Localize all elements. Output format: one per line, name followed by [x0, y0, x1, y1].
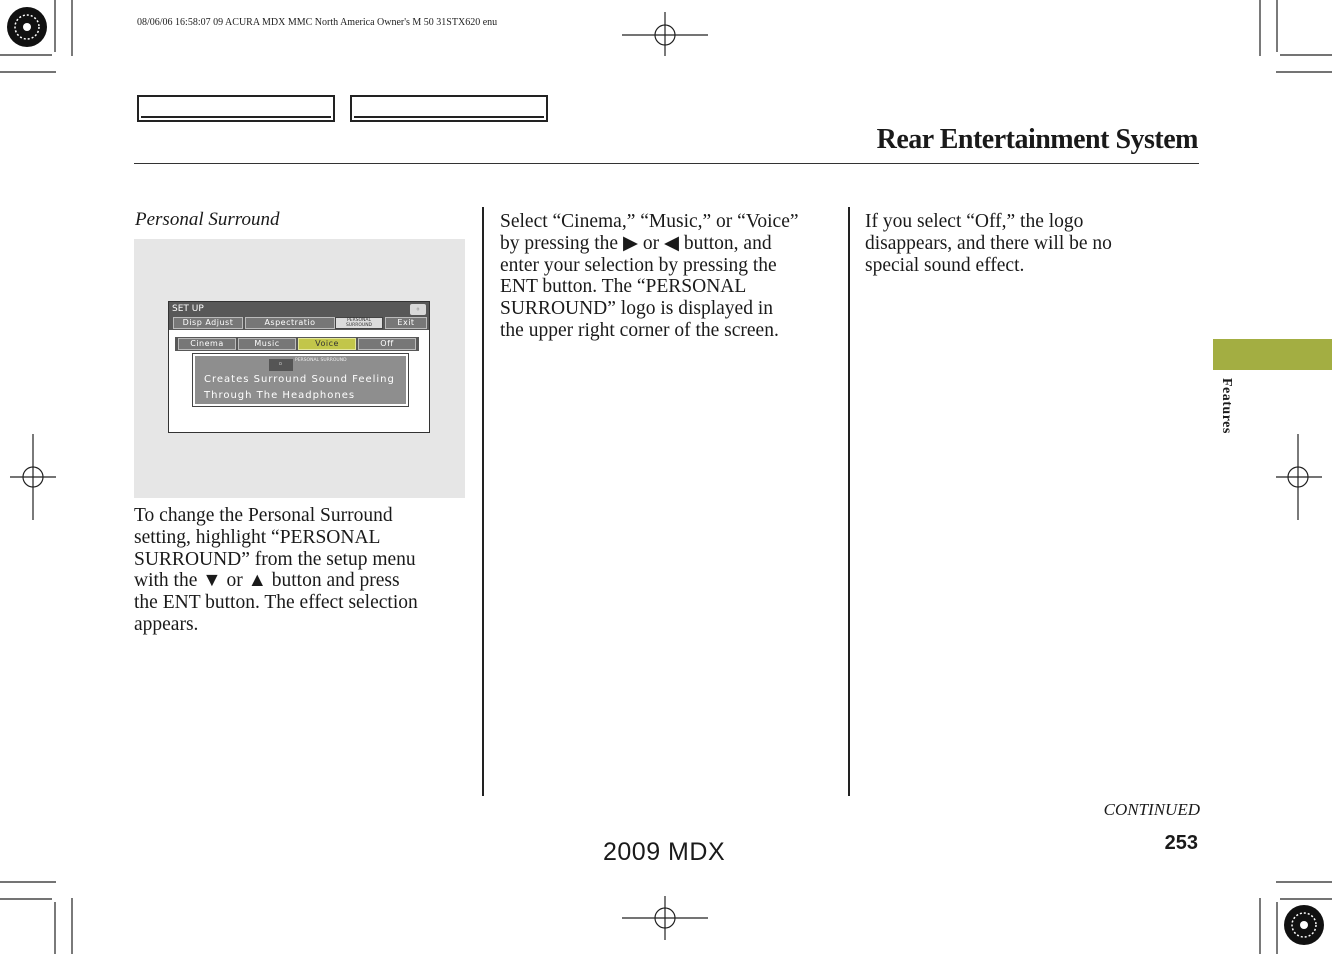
text-line: [500, 233, 799, 255]
headphone-icon: ◦: [269, 359, 293, 371]
text-fragment: button and press: [266, 570, 400, 592]
text-fragment: by pressing the: [500, 232, 623, 254]
column-2-text: [500, 211, 799, 342]
column-divider-1: [482, 207, 484, 796]
text-line: ENT button. The “PERSONAL: [500, 276, 747, 298]
page-number: 253: [1164, 832, 1198, 854]
right-arrow-icon: ▶: [622, 232, 638, 254]
continued-label: CONTINUED: [1103, 800, 1200, 819]
panel-line-2: Through The Headphones: [204, 390, 356, 401]
text-line: SURROUND” from the setup menu: [134, 548, 416, 570]
screen-menu-row: [169, 316, 430, 330]
header-tab-box-2: [350, 95, 548, 122]
text-line: setting, highlight “PERSONAL: [134, 526, 381, 548]
personal-surround-badge: PERSONAL SURROUND: [335, 317, 383, 329]
text-line: Select “Cinema,” “Music,” or “Voice”: [500, 211, 799, 232]
effect-description-panel: [193, 354, 408, 406]
header-tab-box-1: [137, 95, 335, 122]
panel-badge: PERSONAL SURROUND: [295, 358, 347, 363]
effect-voice-selected: Voice: [298, 338, 356, 350]
column-1-text: [134, 505, 418, 636]
text-line: If you select “Off,” the logo: [865, 211, 1084, 232]
down-arrow-icon: ▼: [202, 570, 222, 592]
print-metadata: 08/06/06 16:58:07 09 ACURA MDX MMC North America Owner's M 50 31STX620 enu: [137, 17, 498, 28]
column-divider-2: [848, 207, 850, 796]
text-fragment: or: [637, 232, 664, 254]
text-line: To change the Personal Surround: [134, 505, 393, 526]
text-line: enter your selection by pressing the: [500, 254, 777, 276]
text-fragment: or: [221, 570, 248, 592]
screen-effect-row: [175, 337, 419, 351]
menu-disp-adjust: Disp Adjust: [173, 317, 243, 329]
up-arrow-icon: ▲: [247, 570, 267, 592]
effect-off: Off: [358, 338, 416, 350]
section-tab: [1213, 339, 1332, 370]
left-arrow-icon: ◀: [663, 232, 679, 254]
text-fragment: with the: [134, 570, 203, 592]
effect-cinema: Cinema: [178, 338, 236, 350]
text-line: disappears, and there will be no: [865, 232, 1112, 254]
setup-screen: [168, 301, 430, 433]
text-line: the ENT button. The effect selection: [134, 592, 418, 614]
text-line: appears.: [134, 613, 199, 635]
column-3-text: [865, 211, 1112, 276]
model-label: 2009 MDX: [603, 838, 726, 866]
text-line: SURROUND” logo is displayed in: [500, 298, 773, 320]
figure-caption: Personal Surround: [135, 209, 280, 230]
menu-exit: Exit: [385, 317, 427, 329]
text-fragment: button, and: [678, 232, 772, 254]
text-line: [134, 570, 418, 592]
page-title: Rear Entertainment System: [876, 124, 1198, 155]
panel-line-1: Creates Surround Sound Feeling: [204, 374, 395, 385]
headphone-icon: ◦: [410, 304, 426, 315]
text-line: the upper right corner of the screen.: [500, 319, 779, 341]
section-tab-label: Features: [1219, 378, 1234, 434]
text-line: special sound effect.: [865, 254, 1025, 276]
screen-title: SET UP: [169, 302, 429, 316]
screen-figure: [134, 239, 465, 498]
effect-music: Music: [238, 338, 296, 350]
header-rule: [134, 163, 1199, 164]
menu-aspectratio: Aspectratio: [245, 317, 335, 329]
